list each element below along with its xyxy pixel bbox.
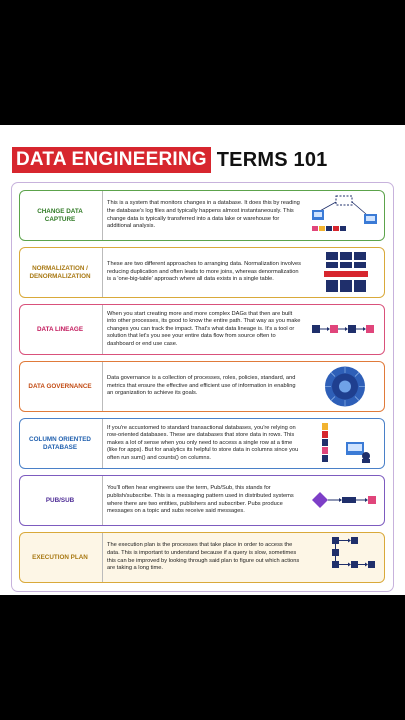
infographic-sheet: [0, 125, 405, 595]
term-card-execution-plan: [19, 532, 385, 583]
term-card-data-governance: [19, 361, 385, 412]
term-label: EXECUTION PLAN: [32, 553, 88, 561]
page-title: [12, 147, 327, 173]
lineage-flow-icon: [310, 308, 380, 351]
term-card-data-lineage: [19, 304, 385, 355]
cdc-illustration-icon: [310, 194, 380, 237]
term-description: You'll often hear engineers use the term, Pub/Sub, this stands for publish/subscribe. This is a messaging pattern used in distributed systems where there are two entities, publishers and subscriber. Pubs produce messages on a topic and subs receive said messages.: [102, 476, 302, 525]
governance-wheel-icon: [310, 365, 380, 408]
tables-illustration-icon: [310, 251, 380, 294]
title-rest: TERMS 101: [216, 149, 328, 171]
pubsub-flow-icon: [310, 479, 380, 522]
title-highlight: DATA ENGINEERING: [12, 147, 211, 173]
term-card-pub-sub: [19, 475, 385, 526]
term-card-change-data-capture: [19, 190, 385, 241]
term-label: NORMALIZATION / DENORMALIZATION: [29, 264, 91, 280]
term-description: This is a system that monitors changes in a database. It does this by reading the database's log files and typically happens almost instantaneously. This change data is typically transferred into a data lake or warehouse for additional analysis.: [102, 191, 302, 240]
term-description: When you start creating more and more complex DAGs that then are built into other processes, its good to know the entire path. That way as you make changes you can track the impact. That's what data lineage is. It's a tool or solution that let's you see your entire data flow from source often to dashboard or end use case.: [102, 305, 302, 354]
term-description: Data governance is a collection of processes, roles, policies, standard, and metrics that ensure the effective and efficient use of information in enabling an organization to achieve its goals.: [102, 362, 302, 411]
terms-board: [11, 182, 394, 592]
term-label: CHANGE DATA CAPTURE: [37, 207, 83, 223]
term-card-column-oriented-database: [19, 418, 385, 469]
column-store-icon: [310, 422, 380, 465]
term-card-normalization: [19, 247, 385, 298]
execution-plan-icon: [310, 536, 380, 579]
term-description: The execution plan is the processes that take place in order to access the data. This is important to understand because if a query is slow, sometimes this can be improved by looking through said plan to figure out which actions are taking a long time.: [102, 533, 302, 582]
term-label: COLUMN ORIENTED DATABASE: [29, 435, 91, 451]
term-label: PUB/SUB: [45, 496, 75, 504]
term-label: DATA GOVERNANCE: [28, 382, 92, 390]
term-description: If you're accustomed to standard transactional databases, you're relying on row-oriented databases. These are databases that store data in rows. This makes a lot of sense when you only need to access a single row at a time (like for apps). But for analytics its helpful to store data in columns since you often run sum() and counts() on columns.: [102, 419, 302, 468]
term-description: These are two different approaches to arranging data. Normalization involves reducing duplication and often leads to more joins, whereas denormalization is a 'one-big-table' approach where all data exists in a single table.: [102, 248, 302, 297]
term-label: DATA LINEAGE: [36, 325, 84, 333]
